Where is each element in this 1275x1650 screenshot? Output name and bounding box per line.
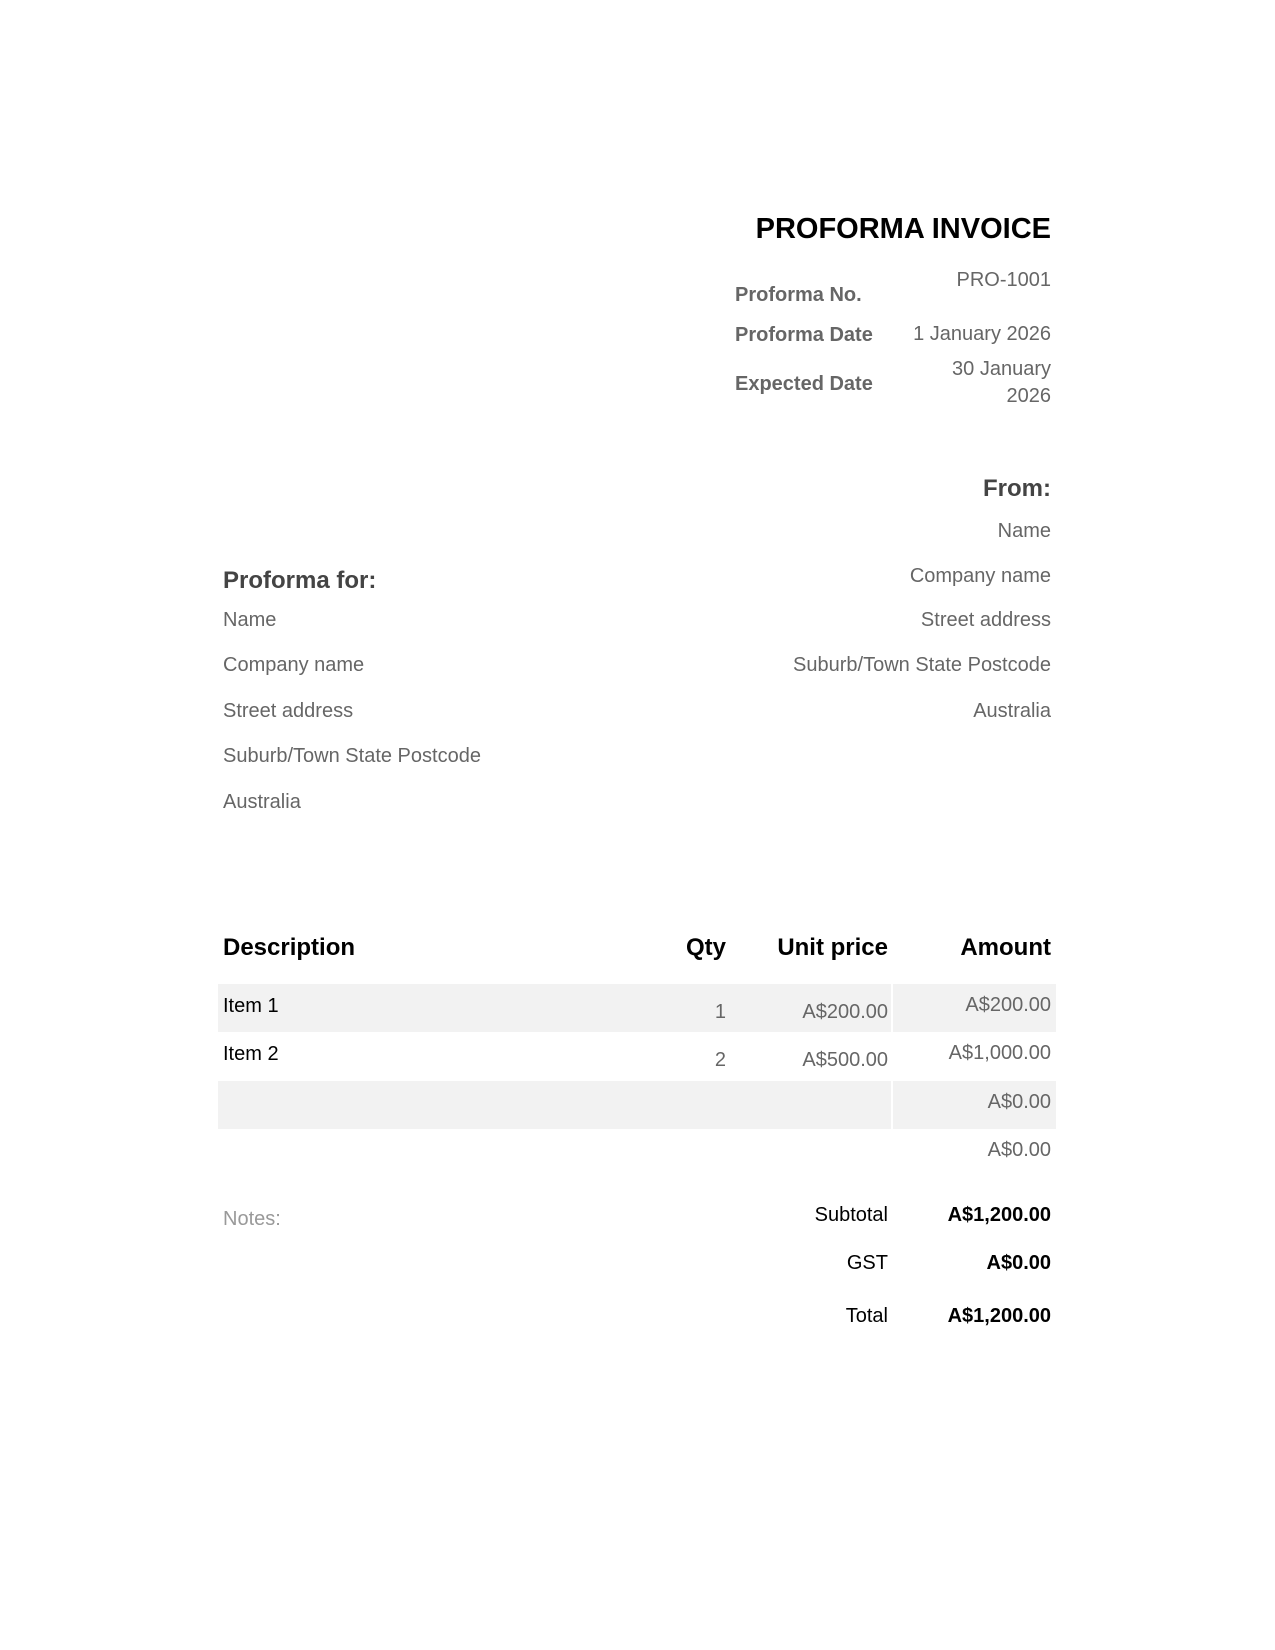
from-name: Name (997, 520, 1051, 542)
table-row-description: Item 1 (223, 995, 279, 1017)
bill-to-heading: Proforma for: (223, 567, 377, 594)
subtotal-value: A$1,200.00 (947, 1204, 1051, 1226)
subtotal-label: Subtotal (814, 1204, 888, 1226)
from-company: Company name (909, 565, 1051, 587)
table-row-description: Item 2 (223, 1043, 279, 1065)
proforma-date-value: 1 January 2026 (913, 323, 1051, 345)
from-heading: From: (983, 475, 1051, 502)
expected-date-value-line1: 30 January (952, 358, 1051, 380)
from-street: Street address (920, 609, 1051, 631)
notes-label: Notes: (223, 1208, 281, 1230)
table-row-unit-price: A$200.00 (802, 1001, 888, 1023)
column-header-amount: Amount (960, 934, 1051, 961)
table-row-amount: A$0.00 (987, 1139, 1051, 1161)
table-row-amount: A$1,000.00 (948, 1042, 1051, 1064)
proforma-number-value: PRO-1001 (956, 269, 1051, 291)
from-country: Australia (973, 700, 1051, 722)
table-row-qty: 2 (714, 1049, 726, 1071)
expected-date-label: Expected Date (735, 373, 873, 395)
total-value: A$1,200.00 (947, 1305, 1051, 1327)
table-row-unit-price: A$500.00 (802, 1049, 888, 1071)
bill-to-company: Company name (223, 654, 365, 676)
table-row-qty: 1 (714, 1001, 726, 1023)
expected-date-value-line2: 2026 (1006, 385, 1051, 407)
tax-value: A$0.00 (986, 1252, 1051, 1274)
column-header-unit-price: Unit price (777, 934, 888, 961)
bill-to-suburb: Suburb/Town State Postcode (223, 745, 481, 767)
bill-to-country: Australia (223, 791, 301, 813)
column-header-description: Description (223, 934, 356, 961)
table-row-amount: A$0.00 (987, 1091, 1051, 1113)
bill-to-street: Street address (223, 700, 354, 722)
table-row-amount: A$200.00 (965, 994, 1051, 1016)
proforma-date-label: Proforma Date (735, 324, 873, 346)
from-suburb: Suburb/Town State Postcode (793, 654, 1051, 676)
tax-label: GST (846, 1252, 888, 1274)
bill-to-name: Name (223, 609, 277, 631)
total-label: Total (845, 1305, 888, 1327)
column-header-qty: Qty (685, 934, 726, 961)
proforma-number-label: Proforma No. (735, 284, 862, 306)
document-title: PROFORMA INVOICE (755, 213, 1051, 245)
